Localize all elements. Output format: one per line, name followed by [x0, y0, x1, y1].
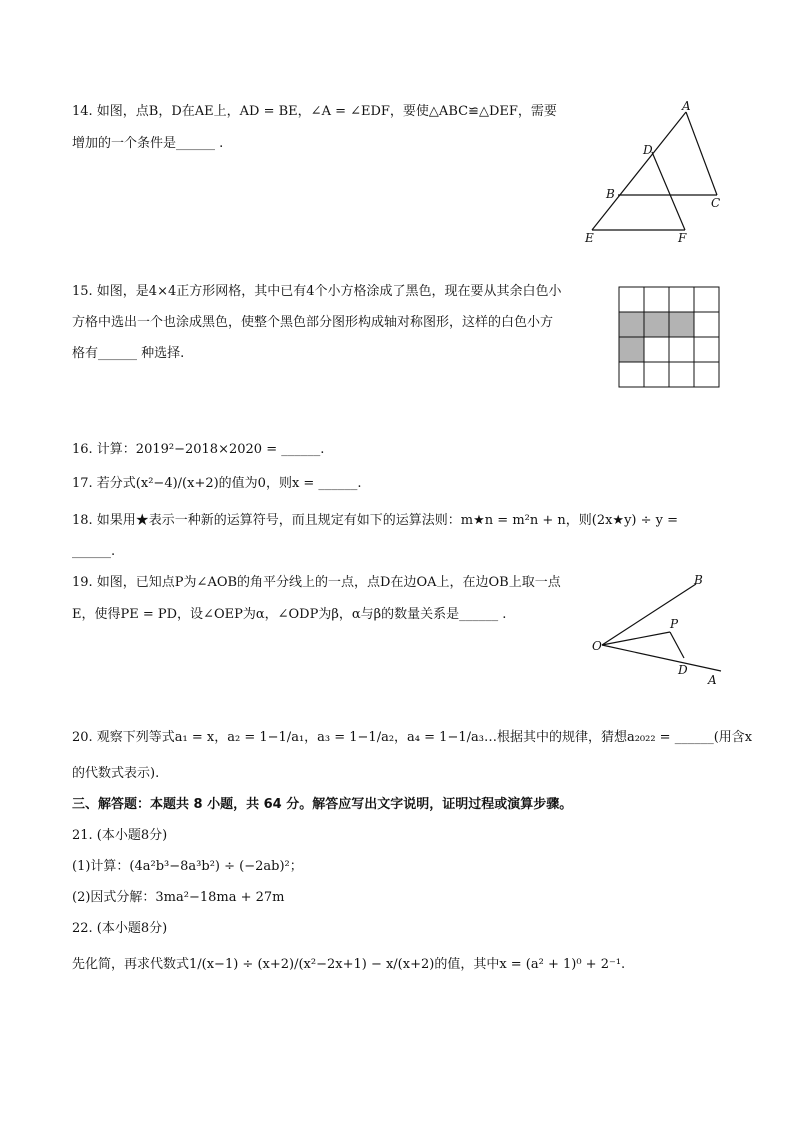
grid-cell — [669, 287, 694, 312]
label-p: P — [670, 617, 679, 631]
problem-15-line-1: 15. 如图，是4×4正方形网格，其中已有4个小方格涂成了黑色，现在要从其余白色小 — [72, 284, 562, 299]
label-c: C — [711, 196, 721, 210]
label-d: D — [678, 663, 688, 677]
grid-figure — [618, 286, 722, 388]
grid-cell — [644, 287, 669, 312]
label-o: O — [592, 639, 602, 653]
problem-19-line-1: 19. 如图，已知点P为∠AOB的角平分线上的一点，点D在边OA上，在边OB上取一点 — [72, 575, 561, 590]
grid-cell-shaded — [644, 312, 669, 337]
problem-21-part-1: (1)计算：(4a²b³−8a³b²) ÷ (−2ab)²； — [72, 859, 303, 874]
problem-20-line-2: 的代数式表示). — [72, 766, 160, 781]
grid-cell-shaded — [619, 337, 644, 362]
label-d: D — [643, 143, 653, 157]
problem-15-line-3: 格有______ 种选择. — [72, 346, 185, 361]
problem-20-line-1: 20. 观察下列等式a₁ = x，a₂ = 1−1/a₁，a₃ = 1−1/a₂，a₄ = 1−1/a₃…根据其中的规律，猜想a₂₀₂₂ = ______(用含x — [72, 730, 753, 745]
grid-cell-shaded — [619, 312, 644, 337]
ray-oa — [602, 645, 721, 671]
section-3-heading: 三、解答题：本题共 8 小题，共 64 分。解答应写出文字说明，证明过程或演算步骤。 — [72, 797, 573, 812]
problem-16: 16. 计算：2019²−2018×2020 = ______. — [72, 442, 325, 457]
label-e: E — [585, 231, 594, 245]
problem-15-line-2: 方格中选出一个也涂成黑色，使整个黑色部分图形构成轴对称图形，这样的白色小方 — [72, 315, 554, 330]
problem-17: 17. 若分式(x²−4)/(x+2)的值为0，则x = ______. — [72, 476, 362, 491]
segment-ae — [592, 112, 686, 230]
problem-18-line-1: 18. 如果用★表示一种新的运算符号，而且规定有如下的运算法则：m★n = m²n + n，则(2x★y) ÷ y = — [72, 513, 679, 528]
segment-ac — [686, 112, 717, 195]
grid-cell — [619, 362, 644, 387]
label-a: A — [682, 100, 691, 113]
grid-cell — [694, 362, 719, 387]
label-a: A — [708, 673, 717, 687]
grid-cell — [694, 287, 719, 312]
label-f: F — [678, 231, 687, 245]
grid-cell — [669, 337, 694, 362]
grid-cell-shaded — [669, 312, 694, 337]
problem-19-line-2: E，使得PE = PD，设∠OEP为α，∠ODP为β，α与β的数量关系是______ . — [72, 607, 507, 622]
segment-pd — [670, 632, 684, 658]
problem-14-line-2: 增加的一个条件是______ . — [72, 136, 224, 151]
problem-22-head: 22. (本小题8分) — [72, 921, 168, 936]
grid-cell — [669, 362, 694, 387]
problem-14-line-1: 14. 如图，点B，D在AE上，AD = BE，∠A = ∠EDF，要使△ABC≌△DEF，需要 — [72, 104, 557, 119]
triangles-figure — [580, 100, 730, 250]
grid-cell — [694, 337, 719, 362]
grid-cell — [644, 362, 669, 387]
problem-22-text: 先化简，再求代数式1/(x−1) ÷ (x+2)/(x²−2x+1) − x/(x+2)的值，其中x = (a² + 1)⁰ + 2⁻¹. — [72, 957, 626, 972]
problem-18-line-2: ______. — [72, 544, 116, 559]
angle-figure — [588, 570, 728, 690]
grid-cell — [619, 287, 644, 312]
label-b: B — [694, 573, 703, 587]
label-b: B — [606, 187, 615, 201]
segment-df — [652, 152, 685, 230]
problem-21-head: 21. (本小题8分) — [72, 828, 168, 843]
problem-21-part-2: (2)因式分解：3ma²−18ma + 27m — [72, 890, 285, 905]
grid-cell — [694, 312, 719, 337]
grid-cell — [644, 337, 669, 362]
